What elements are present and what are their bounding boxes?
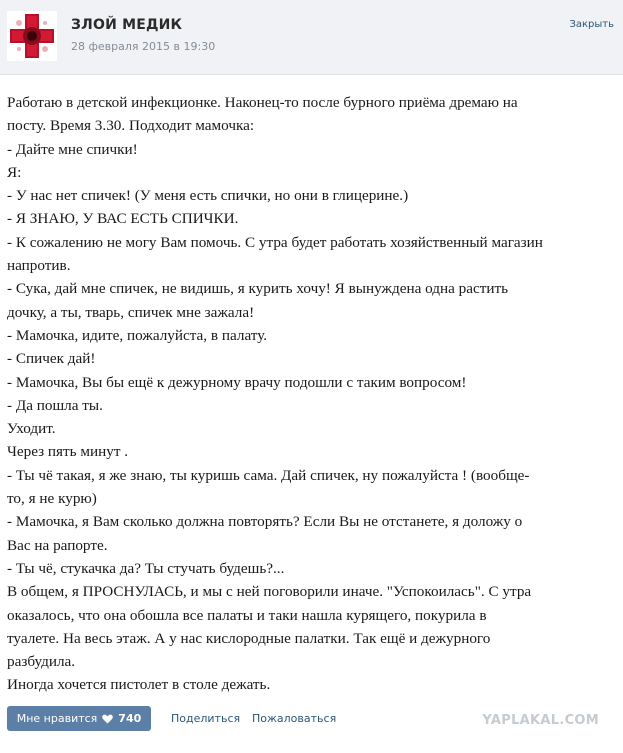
post-text-line: Работаю в детской инфекционке. Наконец-то после бурного приёма дремаю на [7,94,518,111]
post-text-line: - Я ЗНАЮ, У ВАС ЕСТЬ СПИЧКИ. [7,210,239,228]
post-text-line: - Сука, дай мне спичек, не видишь, я курить хочу! Я вынуждена одна растить [7,280,509,298]
post-text-line: - Да пошла ты. [7,396,103,414]
like-button[interactable] [7,706,151,731]
like-label: Мне нравится [16,712,98,725]
post-text-line: - Спичек дай! [7,350,96,368]
post-text-line: - Дайте мне спички! [7,140,138,158]
post-text-line: туалете. На весь этаж. А у нас кислородные палатки. Так ещё и дежурного [7,629,491,647]
post-text-line: дочку, а ты, тварь, спичек мне зажала! [7,303,255,321]
heart-icon [102,714,113,724]
post-text-line: разбудила. [7,653,76,671]
post-text [7,91,617,697]
post-date[interactable]: 28 февраля 2015 в 19:30 [71,40,216,53]
post-text-line: Вас на рапорте. [7,536,108,554]
post-text-line: то, я не курю) [7,490,97,508]
share-link[interactable]: Поделиться [171,712,241,725]
post-text-line: В общем, я ПРОСНУЛАСЬ, и мы с ней поговорили иначе. "Успокоилась". С утра [7,583,532,601]
post-text-line: - Ты чё такая, я же знаю, ты куришь сама. Дай спичек, ну пожалуйста ! (вообще- [7,466,530,484]
report-link[interactable]: Пожаловаться [252,712,337,725]
post-text-line: - Мамочка, Вы бы ещё к дежурному врачу подошли с таким вопросом! [7,373,467,391]
post-text-line: Иногда хочется пистолет в столе дежать. [7,676,271,694]
post-footer [0,704,623,734]
group-name[interactable]: ЗЛОЙ МЕДИК [71,17,183,33]
post-text-line: Через пять минут . [7,443,129,461]
post-header [0,0,623,75]
post-text-line: - Ты чё, стукачка да? Ты стучать будешь?... [7,559,285,577]
post-text-line: напротив. [7,257,71,275]
post-text-line: - У нас нет спичек! (У меня есть спички, но они в глицерине.) [7,187,409,205]
post-text-line: посту. Время 3.30. Подходит мамочка: [7,117,255,135]
red-cross-icon [7,11,57,61]
post-text-line: - К сожалению не могу Вам помочь. С утра будет работать хозяйственный магазин [7,233,543,251]
post-text-line: - Мамочка, идите, пожалуйста, в палату. [7,326,268,344]
close-link[interactable]: Закрыть [569,19,614,30]
post-text-line: оказалось, что она обошла все палаты и таки нашла курящего, покурила в [7,606,487,624]
like-count: 740 [118,712,142,725]
post-text-line: Уходит. [7,420,56,438]
post-text-line: Я: [7,163,22,181]
post-text-line: - Мамочка, я Вам сколько должна повторять? Если Вы не отстанете, я доложу о [7,513,523,531]
watermark-logo: YAPLAKAL.COM [482,713,599,728]
avatar[interactable] [7,11,57,61]
